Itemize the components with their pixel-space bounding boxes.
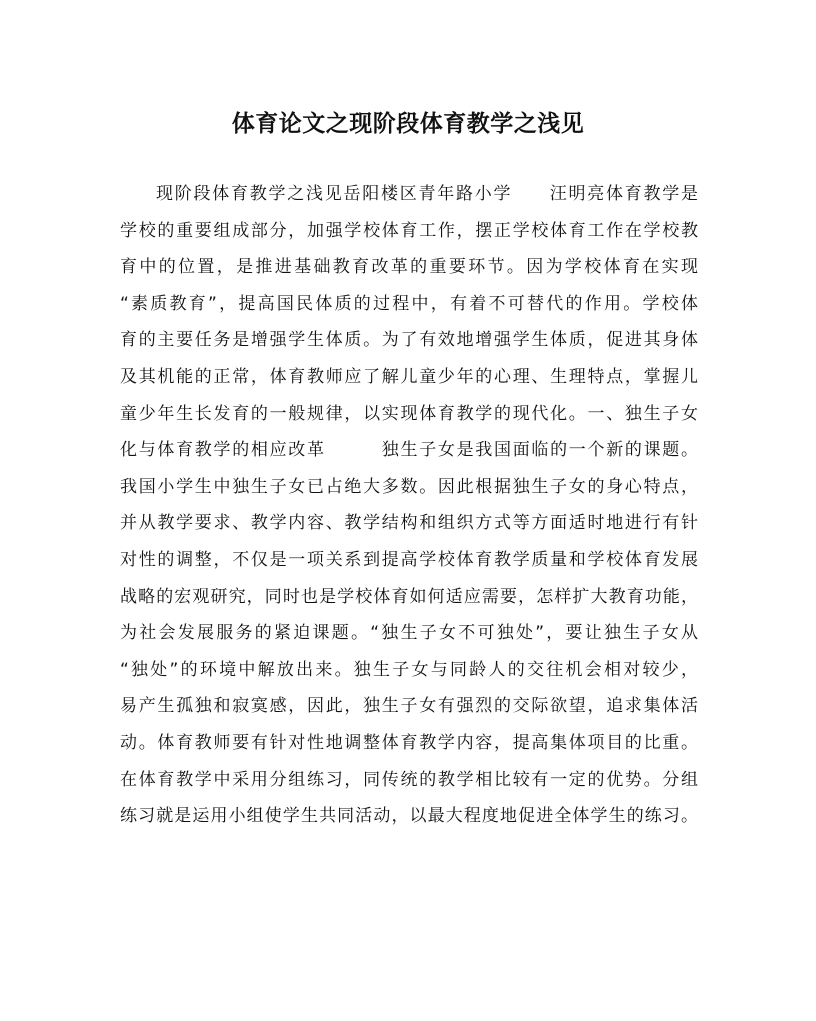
body-line: 练习就是运用小组使学生共同活动，以最大程度地促进全体学生的练习。 [120,806,698,827]
document-title: 体育论文之现阶段体育教学之浅见 [231,110,585,137]
body-line: 对性的调整，不仅是一项关系到提高学校体育教学质量和学校体育发展 [120,549,698,570]
body-line: 在体育教学中采用分组练习，同传统的教学相比较有一定的优势。分组 [120,769,698,790]
body-line: 我国小学生中独生子女已占绝大多数。因此根据独生子女的身心特点， [120,476,698,497]
body-line: 育的主要任务是增强学生体质。为了有效地增强学生体质，促进其身体 [120,330,698,351]
body-line: 化与体育教学的相应改革 独生子女是我国面临的一个新的课题。 [120,440,698,461]
body-line: “素质教育”，提高国民体质的过程中，有着不可替代的作用。学校体 [120,293,698,314]
body-line: 童少年生长发育的一般规律，以实现体育教学的现代化。一、独生子女 [120,403,698,424]
body-line: 动。体育教师要有针对性地调整体育教学内容，提高集体项目的比重。 [120,732,698,753]
body-line: 育中的位置，是推进基础教育改革的重要环节。因为学校体育在实现 [120,257,698,278]
body-line: 及其机能的正常，体育教师应了解儿童少年的心理、生理特点，掌握儿 [120,366,698,387]
body-line: 为社会发展服务的紧迫课题。“独生子女不可独处”，要让独生子女从 [120,623,698,644]
body-line: 易产生孤独和寂寞感，因此，独生子女有强烈的交际欲望，追求集体活 [120,696,698,717]
body-line: “独处”的环境中解放出来。独生子女与同龄人的交往机会相对较少， [120,659,698,680]
body-line: 战略的宏观研究，同时也是学校体育如何适应需要，怎样扩大教育功能， [120,586,698,607]
document-body [120,176,698,835]
body-line: 并从教学要求、教学内容、教学结构和组织方式等方面适时地进行有针 [120,513,698,534]
body-line: 学校的重要组成部分，加强学校体育工作，摆正学校体育工作在学校教 [120,220,698,241]
body-line: 现阶段体育教学之浅见岳阳楼区青年路小学 汪明亮体育教学是 [156,184,698,204]
